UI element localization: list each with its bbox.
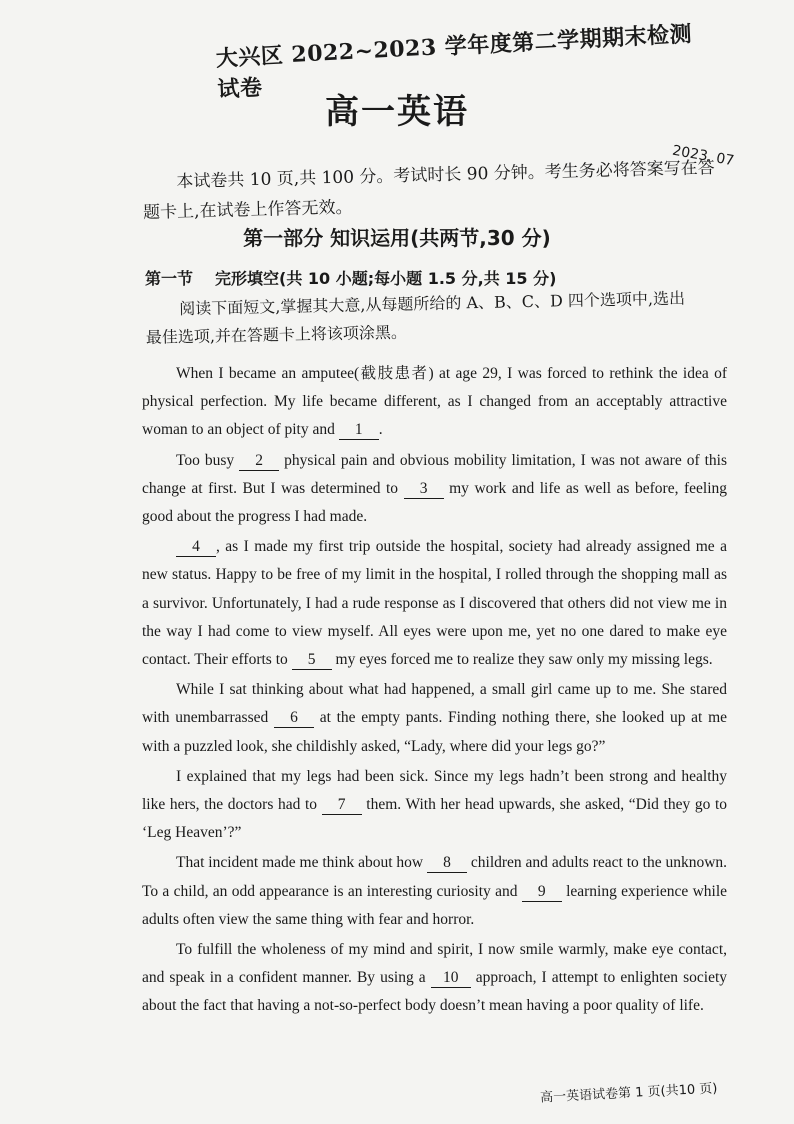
passage-text: learning experience while adults often view the same thing with fear and horror.: [142, 882, 728, 928]
passage-text: .: [378, 421, 383, 439]
passage-text: To fulfill the wholeness of my mind and spirit, I now smile warmly, make eye contact, and speak in a confident manner. By using a: [142, 941, 727, 987]
passage-text: When I became an amputee(截肢患者) at age 29, I was forced to rethink the idea of physical perfection. My life became different, as I changed from an acceptably attractive woman to an object of pity and: [142, 365, 727, 439]
passage-text: physical pain and obvious mobility limitation, I was not aware of this change at first. But I was determined to: [142, 451, 727, 497]
section-label: 第一节: [145, 269, 194, 288]
passage-text: at the empty pants. Finding nothing there, she looked up at me with a puzzled look, she childishly asked, “Lady, where did your legs go?”: [142, 709, 728, 755]
directions-line-1: 阅读下面短文,掌握其大意,从每题所给的 A、B、C、D 四个选项中,选出: [179, 288, 686, 319]
passage-text: my work and life as well as before, feeling good about the progress I had made.: [142, 479, 728, 526]
blank-1: 1: [339, 421, 379, 440]
subject-title: 高一英语: [325, 92, 469, 132]
blank-6: 6: [274, 709, 314, 728]
page-footer: 高一英语试卷第 1 页(共10 页): [539, 1081, 718, 1106]
passage-text: children and adults react to the unknown. To a child, an odd appearance is an interesting curiosity and: [142, 854, 728, 900]
passage-paragraph-2: [142, 447, 727, 532]
passage-text: approach, I attempt to enlighten society about the fact that having a not-so-perfect body doesn’t mean having a poor quality of life.: [142, 969, 728, 1015]
passage-paragraph-6: [142, 849, 727, 934]
passage-text: I explained that my legs had been sick. Since my legs hadn’t been strong and healthy like hers, the doctors had to: [142, 767, 727, 814]
blank-10: 10: [431, 969, 471, 988]
section-title: 完形填空(共 10 小题;每小题 1.5 分,共 15 分): [215, 269, 557, 288]
passage-text: While I sat thinking about what had happened, a small girl came up to me. She stared with unembarrassed: [142, 681, 727, 727]
exam-instructions: [142, 153, 728, 228]
instructions-line-1: 本试卷共 10 页,共 100 分。考试时长 90 分钟。考生务必将答案写在答: [176, 158, 716, 193]
section-directions: [145, 284, 726, 352]
exam-date: 2023. 07: [671, 142, 736, 170]
exam-title: 大兴区 2022~2023 学年度第二学期期末检测试卷: [215, 21, 693, 103]
blank-5: 5: [292, 651, 332, 670]
cloze-passage: [142, 360, 727, 1023]
blank-9: 9: [522, 883, 562, 902]
blank-7: 7: [322, 796, 362, 815]
part-one-title: 第一部分 知识运用(共两节,30 分): [243, 226, 551, 250]
passage-paragraph-7: [142, 936, 727, 1021]
passage-paragraph-4: [142, 676, 727, 761]
blank-4: 4: [176, 538, 216, 557]
passage-text: my eyes forced me to realize they saw only my missing legs.: [335, 651, 713, 669]
blank-8: 8: [427, 854, 467, 873]
passage-text: That incident made me think about how: [176, 854, 424, 872]
blank-2: 2: [239, 452, 279, 471]
passage-text: Too busy: [176, 451, 235, 469]
directions-line-2: 最佳选项,并在答题卡上将该项涂黑。: [145, 322, 408, 347]
blank-3: 3: [404, 480, 444, 499]
instructions-line-2: 题卡上,在试卷上作答无效。: [142, 197, 353, 223]
passage-paragraph-3: [142, 533, 727, 674]
section-one-heading: [145, 266, 556, 289]
passage-paragraph-5: [142, 763, 727, 848]
passage-text: them. With her head upwards, she asked, “Did they go to ‘Leg Heaven’?”: [142, 796, 728, 842]
passage-text: , as I made my first trip outside the hospital, society had already assigned me a new status. Happy to be free of my limit in the hospital, I rolled through the shopping mall as a survivor. Unfortunately, I had a rude response as I discovered that others did not view me in the way I had come to view myself. All eyes were upon me, yet no one dared to make eye contact. Their efforts to: [142, 538, 727, 669]
passage-paragraph-1: [142, 360, 727, 445]
